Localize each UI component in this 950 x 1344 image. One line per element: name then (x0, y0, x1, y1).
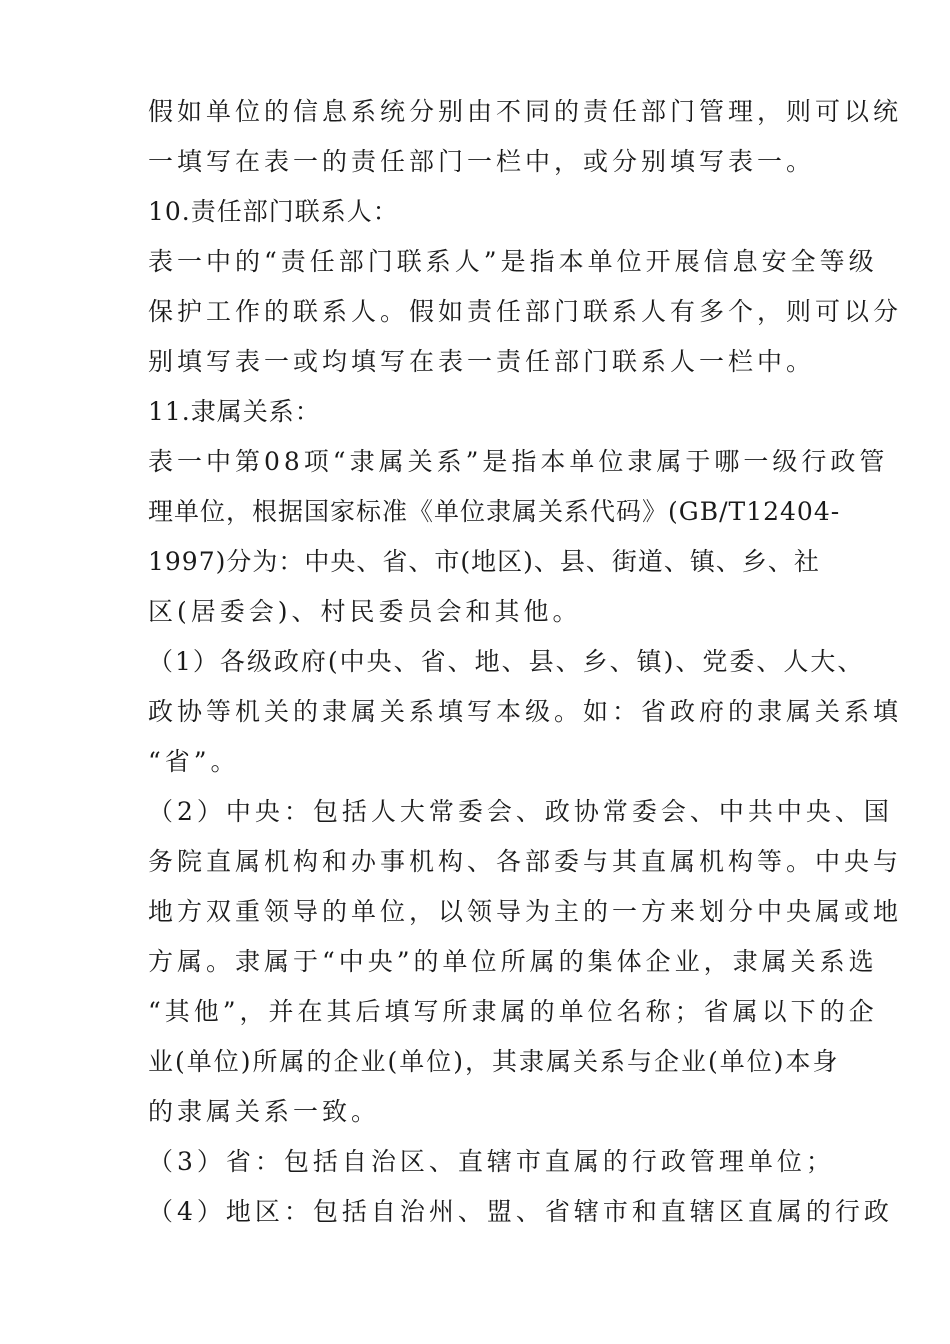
text-line: 的隶属关系一致。 (148, 1097, 381, 1126)
text-line: 表一中的“责任部门联系人”是指本单位开展信息安全等级 (148, 247, 878, 276)
text-line: 假如单位的信息系统分别由不同的责任部门管理，则可以统 (148, 97, 903, 126)
list-item-text: （4）地区：包括自治州、盟、省辖市和直辖区直属的行政 (148, 1197, 893, 1226)
text-line: 务院直属机构和办事机构、各部委与其直属机构等。中央与 (148, 847, 903, 876)
text-line: 方属。隶属于“中央”的单位所属的集体企业，隶属关系选 (148, 947, 878, 976)
text-line: 政协等机关的隶属关系填写本级。如：省政府的隶属关系填 (148, 697, 903, 726)
text-line: 表一中第08项“隶属关系”是指本单位隶属于哪一级行政管 (148, 447, 889, 476)
section-heading: 10.责任部门联系人： (148, 197, 399, 226)
text-line: “省”。 (148, 747, 240, 776)
text-line: 区(居委会)、村民委员会和其他。 (148, 597, 582, 626)
text-line: 业(单位)所属的企业(单位)，其隶属关系与企业(单位)本身 (148, 1047, 840, 1076)
text-line: 一填写在表一的责任部门一栏中，或分别填写表一。 (148, 147, 816, 176)
text-line: 别填写表一或均填写在表一责任部门联系人一栏中。 (148, 347, 816, 376)
list-item-text: （3）省：包括自治区、直辖市直属的行政管理单位； (148, 1147, 835, 1176)
text-line: “其他”，并在其后填写所隶属的单位名称；省属以下的企 (148, 997, 878, 1026)
text-line: 1997)分为：中央、省、市(地区)、县、街道、镇、乡、社 (148, 547, 820, 576)
text-line: 保护工作的联系人。假如责任部门联系人有多个，则可以分 (148, 297, 903, 326)
section-heading: 11.隶属关系： (148, 397, 321, 426)
text-line: 地方双重领导的单位，以领导为主的一方来划分中央属或地 (148, 897, 903, 926)
text-line: 理单位，根据国家标准《单位隶属关系代码》(GB/T12404- (148, 497, 841, 526)
list-item-text: （2）中央：包括人大常委会、政协常委会、中共中央、国 (148, 797, 893, 826)
list-item-text: （1）各级政府(中央、省、地、县、乡、镇)、党委、人大、 (148, 647, 865, 676)
